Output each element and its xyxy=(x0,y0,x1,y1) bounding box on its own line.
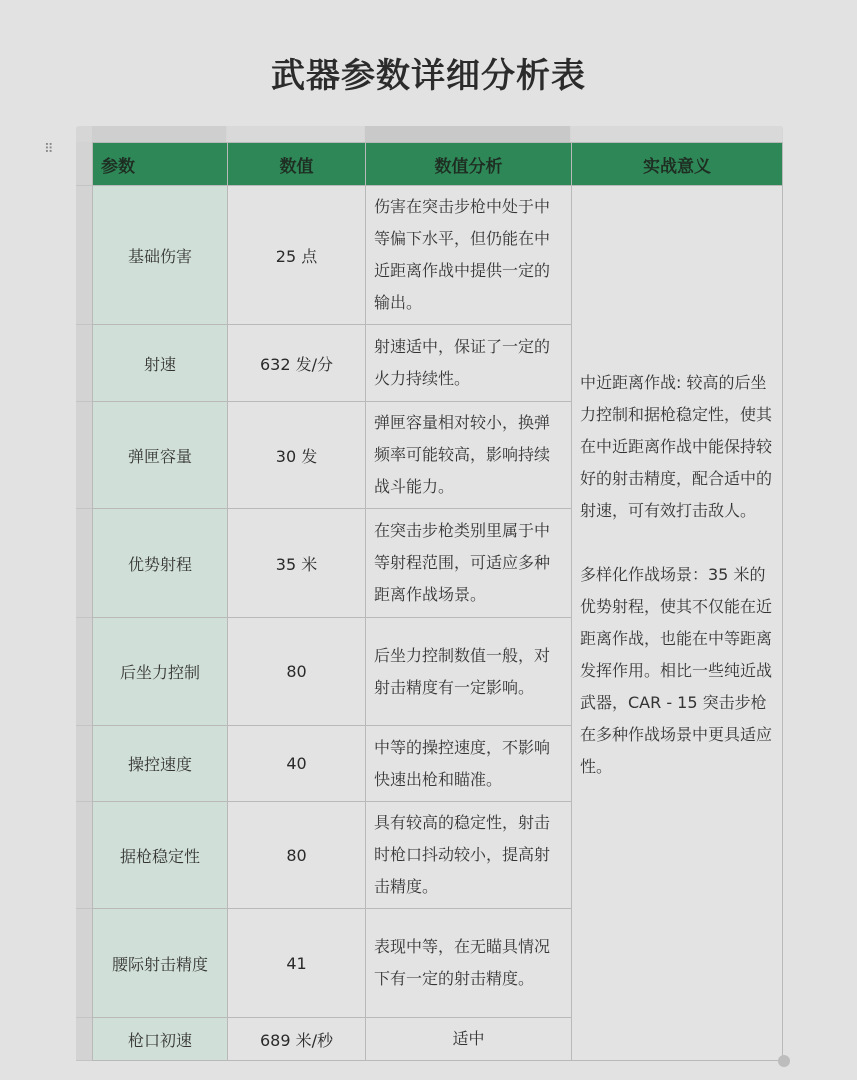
header-analysis[interactable]: 数值分析 xyxy=(366,143,572,186)
value-cell[interactable]: 25 点 xyxy=(228,186,366,325)
header-value[interactable]: 数值 xyxy=(228,143,366,186)
paragraph-gap xyxy=(580,847,774,879)
drag-handle-icon[interactable]: ⠿ xyxy=(44,142,56,157)
param-cell[interactable]: 枪口初速 xyxy=(93,1018,228,1061)
column-handle-4[interactable] xyxy=(571,126,782,142)
value-cell[interactable]: 80 xyxy=(228,802,366,909)
row-handle[interactable] xyxy=(76,325,92,402)
row-handle[interactable] xyxy=(76,186,92,325)
analysis-cell[interactable]: 伤害在突击步枪中处于中等偏下水平，但仍能在中近距离作战中提供一定的输出。 xyxy=(366,186,572,325)
analysis-cell[interactable]: 射速适中，保证了一定的火力持续性。 xyxy=(366,325,572,402)
value-cell[interactable]: 632 发/分 xyxy=(228,325,366,402)
row-handle[interactable] xyxy=(76,726,92,802)
value-cell[interactable]: 40 xyxy=(228,726,366,802)
param-cell[interactable]: 据枪稳定性 xyxy=(93,802,228,909)
param-cell[interactable]: 弹匣容量 xyxy=(93,402,228,509)
row-handle-header[interactable] xyxy=(76,142,92,186)
analysis-cell[interactable]: 具有较高的稳定性，射击时枪口抖动较小，提高射击精度。 xyxy=(366,802,572,909)
param-cell[interactable]: 腰际射击精度 xyxy=(93,909,228,1018)
param-cell[interactable]: 射速 xyxy=(93,325,228,402)
header-param[interactable]: 参数 xyxy=(93,143,228,186)
meaning-cell[interactable] xyxy=(572,186,783,1061)
paragraph-gap xyxy=(580,815,774,847)
row-handle[interactable] xyxy=(76,509,92,618)
analysis-cell[interactable]: 表现中等，在无瞄具情况下有一定的射击精度。 xyxy=(366,909,572,1018)
param-cell[interactable]: 后坐力控制 xyxy=(93,618,228,726)
column-handle-1[interactable] xyxy=(92,126,226,142)
value-cell[interactable]: 80 xyxy=(228,618,366,726)
param-cell[interactable]: 优势射程 xyxy=(93,509,228,618)
row-handle[interactable] xyxy=(76,402,92,509)
value-cell[interactable]: 41 xyxy=(228,909,366,1018)
table-header-row xyxy=(93,143,783,186)
analysis-cell[interactable]: 在突击步枪类别里属于中等射程范围，可适应多种距离作战场景。 xyxy=(366,509,572,618)
column-handle-3[interactable] xyxy=(365,126,570,142)
table-resize-handle[interactable] xyxy=(778,1055,790,1067)
value-cell[interactable]: 30 发 xyxy=(228,402,366,509)
table-row xyxy=(93,186,783,325)
header-meaning[interactable]: 实战意义 xyxy=(572,143,783,186)
row-handle[interactable] xyxy=(76,802,92,909)
value-cell[interactable]: 689 米/秒 xyxy=(228,1018,366,1061)
param-cell[interactable]: 操控速度 xyxy=(93,726,228,802)
meaning-para-close-range: 中近距离作战: 较高的后坐力控制和据枪稳定性，使其在中近距离作战中能保持较好的射击精度，配合适中的射速，可有效打击敌人。 xyxy=(580,373,773,520)
value-cell[interactable]: 35 米 xyxy=(228,509,366,618)
analysis-cell[interactable]: 适中 xyxy=(366,1018,572,1061)
param-cell[interactable]: 基础伤害 xyxy=(93,186,228,325)
row-handle[interactable] xyxy=(76,618,92,726)
row-handle[interactable] xyxy=(76,909,92,1018)
analysis-cell[interactable]: 后坐力控制数值一般，对射击精度有一定影响。 xyxy=(366,618,572,726)
paragraph-gap xyxy=(580,783,774,815)
page-title: 武器参数详细分析表 xyxy=(271,56,586,96)
analysis-cell[interactable]: 中等的操控速度，不影响快速出枪和瞄准。 xyxy=(366,726,572,802)
analysis-cell[interactable]: 弹匣容量相对较小，换弹频率可能较高，影响持续战斗能力。 xyxy=(366,402,572,509)
paragraph-gap xyxy=(580,527,774,559)
meaning-para-versatility: 多样化作战场景：35 米的优势射程，使其不仅能在近距离作战，也能在中等距离发挥作用。相比一些纯近战武器，CAR - 15 突击步枪在多种作战场景中更具适应性。 xyxy=(580,565,773,776)
column-handle-2[interactable] xyxy=(227,126,364,142)
weapon-params-table xyxy=(92,142,783,1061)
row-handle[interactable] xyxy=(76,1018,92,1061)
